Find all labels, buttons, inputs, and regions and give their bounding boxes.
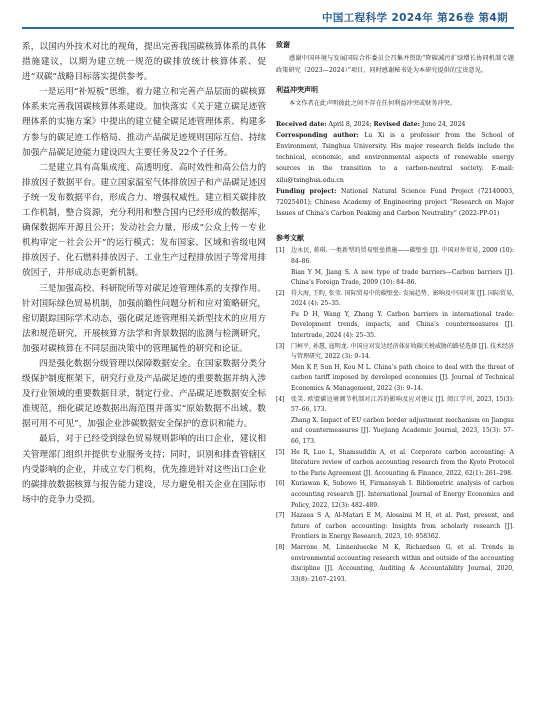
reference-item: [276, 342, 514, 395]
reference-number: [5]: [276, 448, 285, 456]
dates-line: [276, 119, 514, 130]
reference-number: [8]: [276, 543, 285, 551]
received-value: April 8, 2024;: [328, 120, 372, 128]
reference-number: [2]: [276, 289, 285, 297]
body-paragraph-1: 系，以国内外技术对比的视角，提出完善我国碳核算体系的具体措施建议，以期为建立统一规范的碳排放统计核算体系、促进“双碳”战略目标落实提供参考。: [22, 42, 266, 83]
reference-number: [3]: [276, 342, 285, 350]
journal-header-title: 中国工程科学 2024年 第26卷 第4期: [321, 12, 508, 24]
reference-text: 符大海, 王昀, 张莹. 国际贸易中的碳壁垒: 发展趋势、影响及中国对策 [J]. 国际贸易, 2024 (4): 25–35.: [291, 289, 514, 308]
corresponding-author: [276, 130, 514, 186]
acknowledgment-section: [276, 40, 514, 76]
reference-number: [7]: [276, 512, 285, 520]
reference-text: Fu D H, Wang Y, Zhang Y. Carbon barriers in international trade: Development trends, impacts, and China’s countermeasures [J]. Intertrade, 2024 (4): 25–35.: [291, 310, 514, 340]
acknowledgment-title: 致谢: [276, 41, 290, 49]
reference-item: [276, 289, 514, 342]
reference-text: Hazaea S A, Al-Matari E M, Alosaimi M H, et al. Past, present, and future of carbon accounting: Insights from scholarly research [J]. Frontiers in Energy Research, 2023, 10: 958362.: [291, 512, 514, 541]
conflict-section: [276, 85, 514, 110]
reference-text: Zhang X. Impact of EU carbon border adjustment mechanism on Jiangsu and countermeasures [J]. Yuejiang Academic Journal, 2023, 15(3): 57–66, 173.: [291, 416, 514, 446]
revised-label: Revised date:: [373, 120, 420, 128]
funding-text: National Natural Science Fund Project (72140003, 72025401); Chinese Academy of Engineering project “Research on Major Issues of China’s Carbon Peaking and Carbon Neutrality” (2022-PP-01): [276, 187, 514, 218]
acknowledgment-text: 感谢中国环境与发展国际合作委员会召集并资助“降碳减污扩绿增长协同机制专题政策研究（2023—2024）”项目，同时感谢秘书处为本研究提供的宝贵意见。: [276, 55, 514, 74]
references-list: [276, 246, 514, 585]
reference-text: 边永民, 蒋琪. 一类新型的贸易壁垒措施——碳壁垒 [J]. 中国对外贸易, 2009 (10): 84–86.: [291, 247, 514, 265]
left-column: [22, 40, 266, 720]
references-title: 参考文献: [276, 234, 304, 243]
reference-text: He R, Luo L, Shamsuddin A, et al. Corporate carbon accounting: A literature review of carbon accounting research from the Kyoto Protocol to the Paris Agreement [J]. Accounting & Finance, 2022, 62(1): 261–298.: [291, 448, 514, 477]
reference-item: [276, 511, 514, 543]
conflict-title: 利益冲突声明: [276, 86, 318, 94]
reference-number: [1]: [276, 247, 285, 255]
reference-text: 门柯平, 孙慧, 寇明龙. 中国应对发达经济体征收碳关税威胁的路径选择 [J]. 技术经济与管理研究, 2022 (3): 9–14.: [291, 342, 514, 361]
reference-item: [276, 246, 514, 288]
funding-label: Funding project:: [276, 187, 337, 195]
received-label: Received date:: [276, 120, 327, 128]
reference-text: Marrone M, Linnenluecke M K, Richardson G, et al. Trends in environmental accounting research within and outside of the accounting discipline [J]. Accounting, Auditing & Accountability Journal, 2020, 33(8): 2167–2193.: [291, 543, 514, 583]
conflict-text: 本文作者在此声明彼此之间不存在任何利益冲突或财务冲突。: [289, 100, 457, 107]
funding-project: [276, 186, 514, 220]
body-paragraph-2: 一是运用“补短板”思维，着力建立和完善产品层面的碳核算体系来完善我国碳核算体系建设。加快落实《关于建立碳足迹管理体系的实施方案》中提出的建立健全碳足迹管理体系、构建多方参与的碳足迹工作格局、推动产品碳足迹规则国际互信、持续加强产品碳足迹能力建设四大主要任务及22个子任务。: [22, 87, 266, 158]
body-paragraph-3: 二是建立具有高集成度、高透明度、高时效性和高公信力的排放因子数据平台。建立国家温室气体排放因子和产品碳足迹因子统一发布数据平台，形成合力、增强权威性。建立相关碳排放工作机制，整合资源，充分利用和整合国内已经形成的数据库，确保数据库开源且公开；发动社会力量，形成“公众上传－专业机构审定－社会公开”的运行模式；发布国家、区域和省级电网排放因子、化石燃料排放因子、工业生产过程排放因子等常用排放因子，并形成动态更新机制。: [22, 162, 266, 279]
body-paragraph-4: 三是加强高校、科研院所等对碳足迹管理体系的支撑作用。针对国际绿色贸易机制，加强前瞻性问题分析和应对策略研究，密切跟踪国际学术动态，强化碳足迹管理相关新型技术的应用方法和规范研究，开展核算方法学和背景数据的监测与检测研究，加强对碳核算在不同层面决策中的管理属性的研究和论证。: [22, 283, 266, 354]
reference-text: Bian Y M, Jiang S. A new type of trade barriers—Carbon barriers [J]. China’s Foreign Trade, 2009 (10): 84–86.: [291, 268, 514, 287]
reference-item: [276, 543, 514, 585]
reference-item: [276, 448, 514, 480]
article-meta: [276, 119, 514, 220]
reference-item: [276, 479, 514, 511]
author-text: Lu Xi is a professor from the School of Environment, Tsinghua University. His major research fields include the technical, economic, and environmental aspects of renewable energy sources in the transition to a carbon-neutral society. E-mail: xilu@tsinghua.edu.cn: [276, 131, 514, 184]
reference-number: [6]: [276, 480, 285, 488]
reference-text: Kuriawan K, Subowo H, Firmansyah I. Bibliometric analysis of carbon accounting research [J]. International Journal of Energy Economics and Policy, 2022, 12(3): 482–489.: [291, 480, 514, 509]
reference-text: 张笑. 欧盟碳边境调节机制对江苏的影响及应对建议 [J]. 阅江学刊, 2023, 15(3): 57–66, 173.: [291, 395, 514, 414]
header-rule: [22, 27, 514, 29]
reference-item: [276, 395, 514, 448]
body-paragraph-5: 四是强化数据分级管理以保障数据安全。在国家数据分类分级保护制度框架下，研究行业及产品碳足迹的重要数据并纳入涉及行业领域的重要数据目录，制定行业、产品碳足迹数据安全标准规范，细化碳足迹数据出海范围并落实“原始数据不出域、数据可用不可见”，加强企业涉碳数据安全保护的意识和能力。: [22, 358, 266, 430]
reference-number: [4]: [276, 395, 285, 403]
right-column: [276, 40, 514, 720]
revised-value: June 24, 2024: [421, 120, 466, 128]
body-paragraph-6: 最后，对于已经受到绿色贸易规则影响的出口企业，建议相关管理部门组织并提供专业服务支持；同时，识别和排查管辖区内受影响的企业，并成立专门机构，优先推进针对这些出口企业的碳排放数据核算与报告能力建设，尽力避免相关企业在国际市场中的竞争力受损。: [22, 434, 266, 505]
reference-text: Men K P, Sun H, Kou M L. China’s path choice to deal with the threat of carbon tariff imposed by developed economies [J]. Journal of Technical Economics & Management, 2022 (3): 9–14.: [291, 363, 514, 393]
page-header: [0, 0, 534, 30]
author-label: Corresponding author:: [276, 131, 359, 139]
